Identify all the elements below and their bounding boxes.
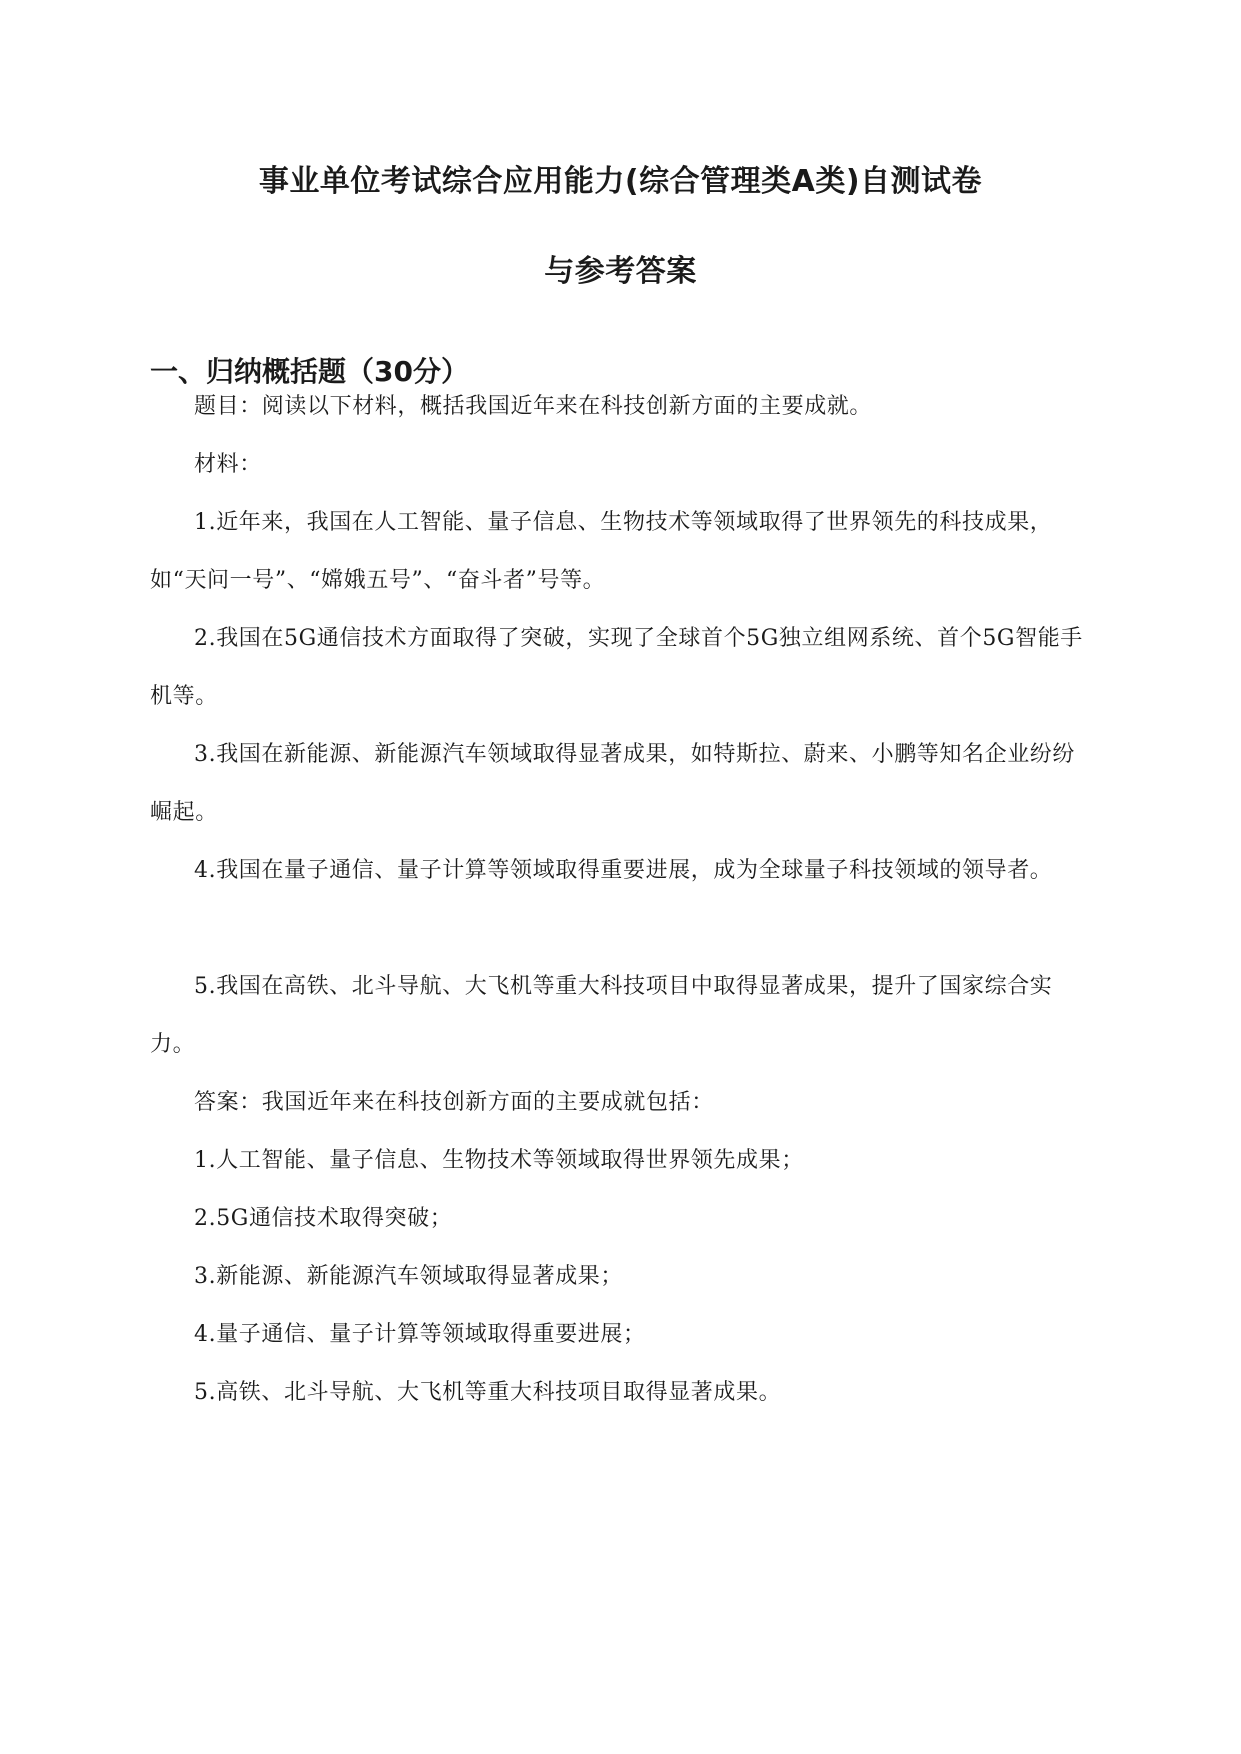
material-item-1: 1.近年来，我国在人工智能、量子信息、生物技术等领域取得了世界领先的科技成果，如“天问一号”、“嫦娥五号”、“奋斗者”号等。 [150,510,1053,593]
answer-item-5: 5.高铁、北斗导航、大飞机等重大科技项目取得显著成果。 [194,1380,782,1405]
document-title-line-1: 事业单位考试综合应用能力(综合管理类A类)自测试卷 [258,164,983,199]
material-item-2: 2.我国在5G通信技术方面取得了突破，实现了全球首个5G独立组网系统、首个5G智能手机等。 [150,626,1083,709]
material-label: 材料： [194,452,262,477]
answer-intro: 答案：我国近年来在科技创新方面的主要成就包括： [194,1090,714,1115]
answer-item-1: 1.人工智能、量子信息、生物技术等领域取得世界领先成果； [194,1148,804,1173]
answer-item-4: 4.量子通信、量子计算等领域取得重要进展； [194,1322,646,1347]
question-text: 题目：阅读以下材料，概括我国近年来在科技创新方面的主要成就。 [194,394,873,419]
material-item-4: 4.我国在量子通信、量子计算等领域取得重要进展，成为全球量子科技领域的领导者。 [194,858,1053,883]
section-heading: 一、归纳概括题（30分） [150,355,469,388]
material-item-3: 3.我国在新能源、新能源汽车领域取得显著成果，如特斯拉、蔚来、小鹏等知名企业纷纷崛起。 [150,742,1075,825]
answer-item-2: 2.5G通信技术取得突破； [194,1206,453,1231]
document-title-line-2: 与参考答案 [544,254,697,289]
material-item-5: 5.我国在高铁、北斗导航、大飞机等重大科技项目中取得显著成果，提升了国家综合实力。 [150,974,1053,1057]
answer-item-3: 3.新能源、新能源汽车领域取得显著成果； [194,1264,623,1289]
